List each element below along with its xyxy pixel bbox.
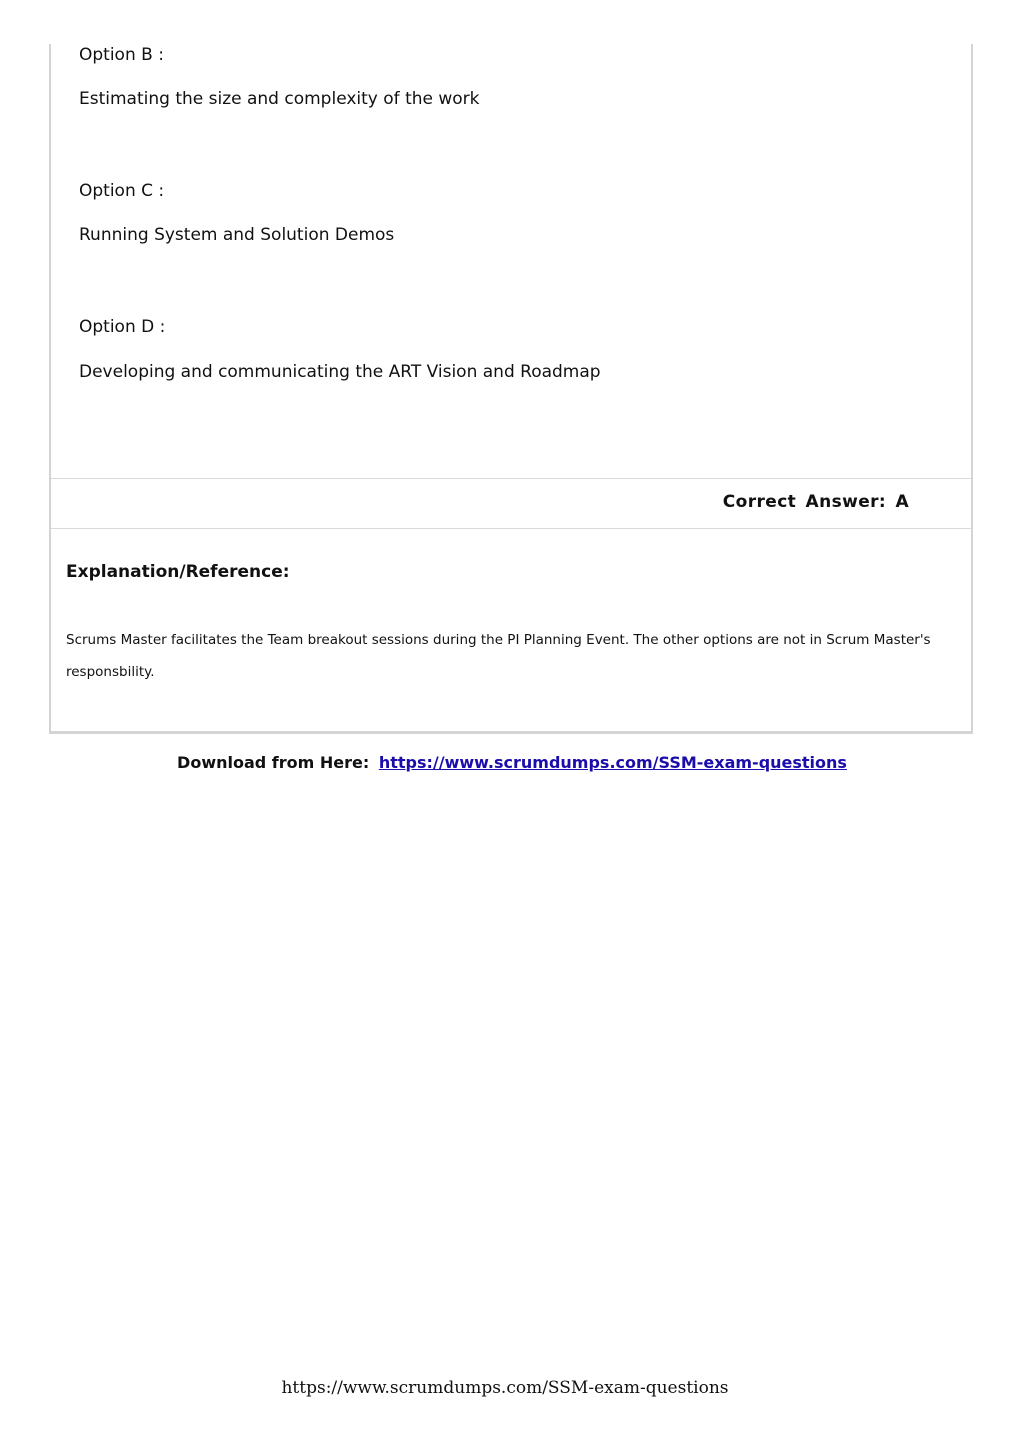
explanation-title: Explanation/Reference: xyxy=(66,562,290,582)
question-card xyxy=(49,44,973,734)
option-c-text: Running System and Solution Demos xyxy=(79,225,395,245)
correct-answer: Correct Answer: A xyxy=(722,492,909,512)
download-label: Download from Here: xyxy=(177,753,370,772)
option-b-text: Estimating the size and complexity of the work xyxy=(79,89,480,109)
correct-answer-row xyxy=(51,478,971,529)
explanation-body: Scrums Master facilitates the Team breakout sessions during the PI Planning Event. The other options are not in Scrum Master's responsbility. xyxy=(66,632,931,680)
option-b-label: Option B : xyxy=(79,45,164,65)
download-link[interactable]: https://www.scrumdumps.com/SSM-exam-questions xyxy=(378,753,847,772)
option-d-label: Option D : xyxy=(79,317,166,337)
footer-url: https://www.scrumdumps.com/SSM-exam-questions xyxy=(281,1378,729,1398)
option-c-label: Option C : xyxy=(79,181,165,201)
option-d-text: Developing and communicating the ART Vision and Roadmap xyxy=(79,362,601,382)
download-line xyxy=(0,753,1024,772)
